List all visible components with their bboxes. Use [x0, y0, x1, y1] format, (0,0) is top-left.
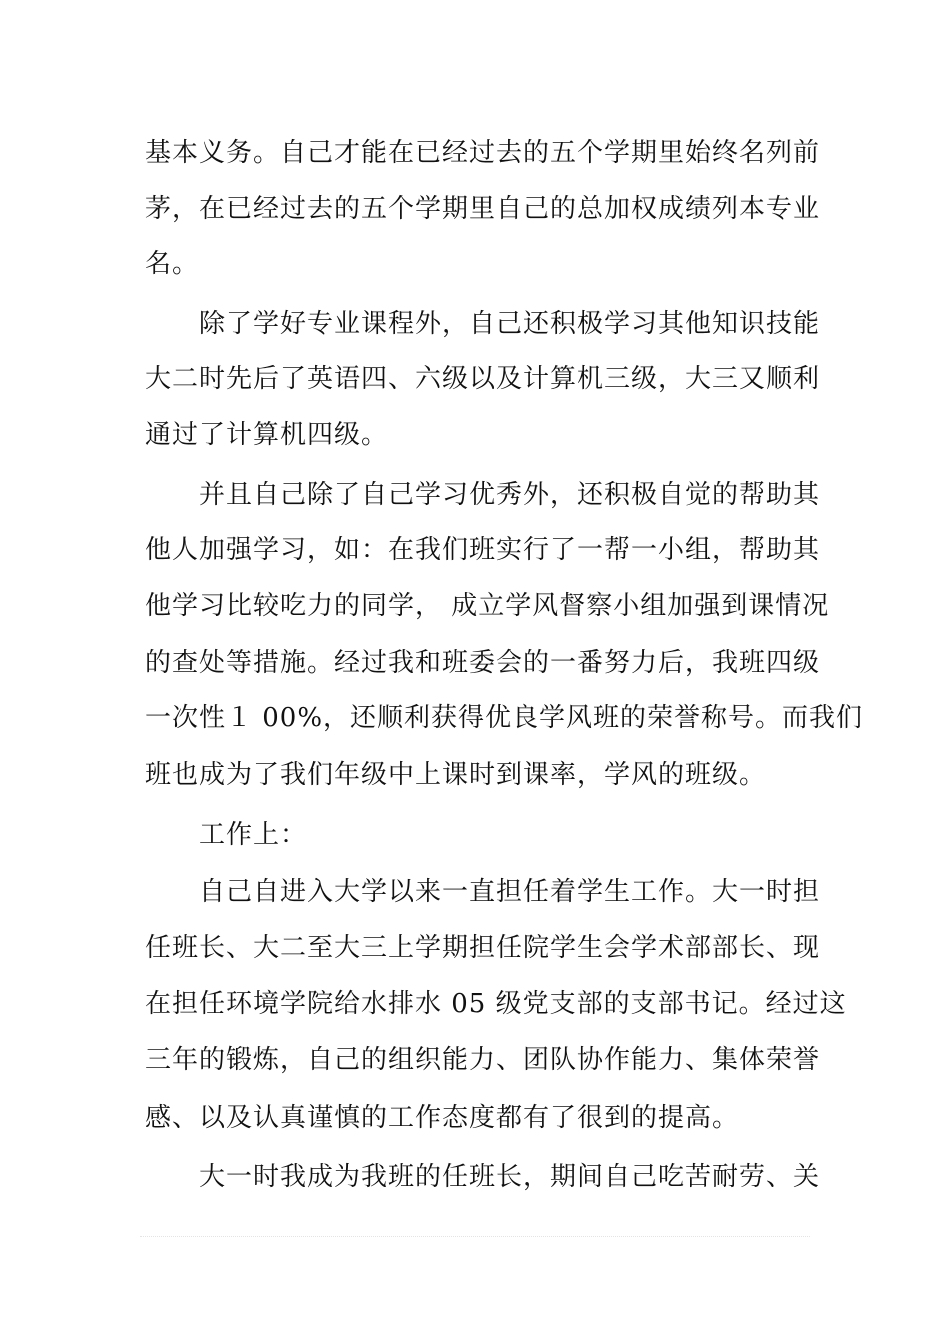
paragraph-first-line: 并且自己除了自己学习优秀外，还积极自觉的帮助其 — [199, 480, 821, 510]
text-line: 他学习比较吃力的同学， 成立学风督察小组加强到课情况 — [145, 591, 830, 621]
text-line: 感、以及认真谨慎的工作态度都有了很到的提高。 — [145, 1103, 740, 1133]
paragraph-first-line: 大一时我成为我班的任班长，期间自己吃苦耐劳、关 — [199, 1162, 821, 1192]
text-line: 任班长、大二至大三上学期担任院学生会学术部部长、现 — [145, 933, 821, 963]
text-line: 一次性１ 00%，还顺利获得优良学风班的荣誉称号。而我们 — [145, 703, 864, 733]
section-heading: 工作上： — [199, 820, 308, 850]
text-line: 基本义务。自己才能在已经过去的五个学期里始终名列前 — [145, 138, 821, 168]
text-line: 的查处等措施。经过我和班委会的一番努力后，我班四级 — [145, 648, 821, 678]
text-line: 在担任环境学院给水排水 05 级党支部的支部书记。经过这 — [145, 989, 847, 1019]
text-line: 他人加强学习，如：在我们班实行了一帮一小组，帮助其 — [145, 535, 821, 565]
text-line: 名。 — [145, 249, 200, 279]
paragraph-first-line: 除了学好专业课程外，自己还积极学习其他知识技能 — [199, 309, 821, 339]
paragraph-first-line: 自己自进入大学以来一直担任着学生工作。大一时担 — [199, 877, 821, 907]
text-line: 班也成为了我们年级中上课时到课率，学风的班级。 — [145, 760, 767, 790]
text-line: 三年的锻炼，自己的组织能力、团队协作能力、集体荣誉 — [145, 1045, 821, 1075]
text-line: 通过了计算机四级。 — [145, 420, 389, 450]
page-footer-divider — [140, 1236, 810, 1239]
text-line: 茅，在已经过去的五个学期里自己的总加权成绩列本专业 — [145, 194, 821, 224]
text-line: 大二时先后了英语四、六级以及计算机三级，大三又顺利 — [145, 364, 821, 394]
